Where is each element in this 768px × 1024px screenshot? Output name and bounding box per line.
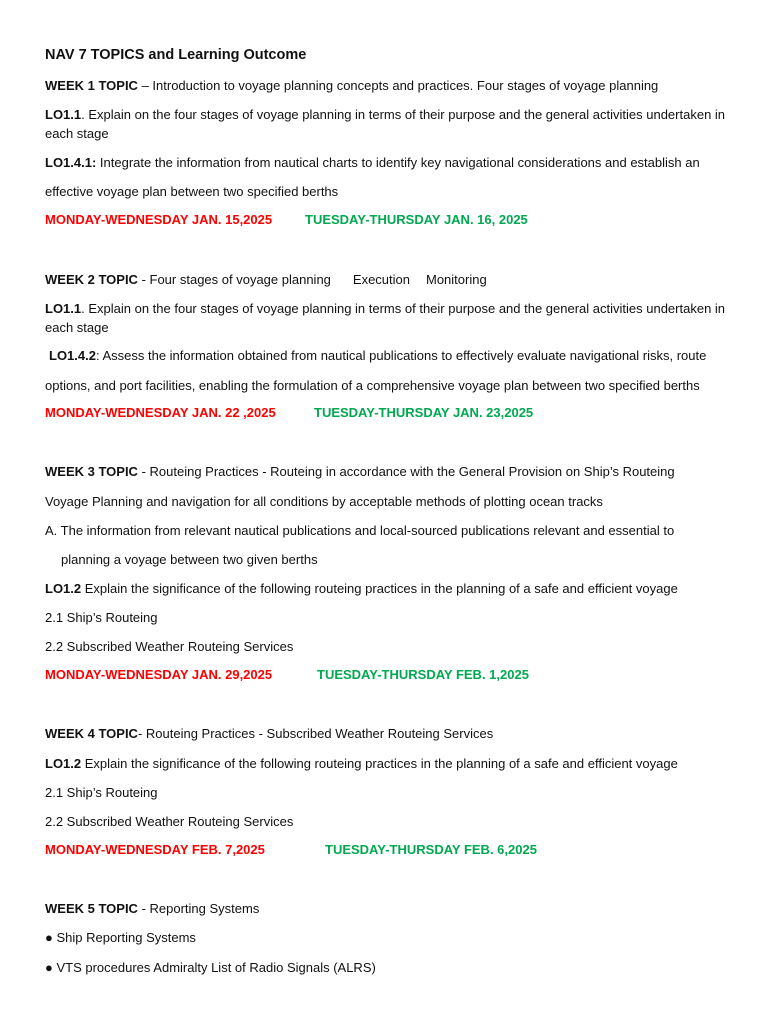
week3-item1: 2.1 Ship’s Routeing [45, 610, 158, 625]
week2-lo2-cont: options, and port facilities, enabling the formulation of a comprehensive voyage plan between two specified berths [45, 378, 700, 393]
week1-tuesday-schedule: TUESDAY-THURSDAY JAN. 16, 2025 [305, 212, 528, 227]
week4-item1: 2.1 Ship’s Routeing [45, 785, 158, 800]
week4-tuesday-schedule: TUESDAY-THURSDAY FEB. 6,2025 [325, 842, 537, 857]
week2-topic [45, 271, 487, 289]
week1-monday-schedule: MONDAY-WEDNESDAY JAN. 15,2025 [45, 212, 273, 227]
week2-monday-schedule: MONDAY-WEDNESDAY JAN. 22 ,2025 [45, 405, 276, 420]
week2-tuesday-schedule: TUESDAY-THURSDAY JAN. 23,2025 [314, 405, 534, 420]
week1-topic-text: – Introduction to voyage planning concepts and practices. Four stages of voyage planning [137, 78, 659, 93]
week1-lo2-text: Integrate the information from nautical charts to identify key navigational considerations and establish an [96, 155, 700, 170]
week3-lo-label: LO1.2 [45, 581, 82, 596]
week4-topic [45, 725, 493, 743]
week1-lo1-cont: each stage [45, 126, 109, 141]
week4-lo-text: Explain the significance of the following routeing practices in the planning of a safe and efficient voyage [81, 756, 678, 771]
week2-lo1 [45, 300, 725, 318]
week4-topic-text: - Routeing Practices - Subscribed Weather Routeing Services [137, 726, 494, 741]
week3-lo-text: Explain the significance of the following routeing practices in the planning of a safe and efficient voyage [81, 581, 678, 596]
week3-tuesday-schedule: TUESDAY-THURSDAY FEB. 1,2025 [317, 667, 529, 682]
week3-lo [45, 580, 678, 598]
week5-bullet-vts: ● VTS procedures Admiralty List of Radio Signals (ALRS) [45, 960, 376, 975]
week4-lo-label: LO1.2 [45, 756, 82, 771]
week5-topic [45, 900, 259, 918]
week5-topic-text: - Reporting Systems [137, 901, 260, 916]
week2-item-monitoring: Monitoring [426, 272, 487, 287]
week2-lo1-cont: each stage [45, 320, 109, 335]
week2-topic-label: WEEK 2 TOPIC [45, 272, 138, 287]
week3-item2: 2.2 Subscribed Weather Routeing Services [45, 639, 294, 654]
week4-monday-schedule: MONDAY-WEDNESDAY FEB. 7,2025 [45, 842, 265, 857]
week1-lo1-text: . Explain on the four stages of voyage planning in terms of their purpose and the general activities undertaken in [81, 107, 726, 122]
week3-topic-text: - Routeing Practices - Routeing in accordance with the General Provision on Ship’s Routeing [137, 464, 675, 479]
week1-lo2 [45, 154, 700, 172]
week3-monday-schedule: MONDAY-WEDNESDAY JAN. 29,2025 [45, 667, 273, 682]
document-title: NAV 7 TOPICS and Learning Outcome [45, 47, 307, 63]
week1-lo1-label: LO1.1 [45, 107, 82, 122]
week2-lo2-text: : Assess the information obtained from nautical publications to effectively evaluate navigational risks, route [95, 348, 707, 363]
week3-line3: A. The information from relevant nautical publications and local-sourced publications relevant and essential to [45, 523, 675, 538]
week3-line2: Voyage Planning and navigation for all conditions by acceptable methods of plotting ocean tracks [45, 494, 603, 509]
week3-topic-label: WEEK 3 TOPIC [45, 464, 138, 479]
week4-item2: 2.2 Subscribed Weather Routeing Services [45, 814, 294, 829]
week2-lo2 [49, 347, 706, 365]
week3-line4: planning a voyage between two given berths [61, 552, 318, 567]
week4-lo [45, 755, 678, 773]
week1-lo2-cont: effective voyage plan between two specified berths [45, 184, 339, 199]
week1-topic [45, 77, 658, 95]
week2-lo2-label: LO1.4.2 [49, 348, 96, 363]
week5-topic-label: WEEK 5 TOPIC [45, 901, 138, 916]
week2-topic-text: - Four stages of voyage planning [137, 272, 331, 287]
week2-lo1-text: . Explain on the four stages of voyage planning in terms of their purpose and the general activities undertaken in [81, 301, 726, 316]
week3-topic [45, 463, 675, 481]
week2-item-execution: Execution [352, 272, 410, 287]
week1-lo2-label: LO1.4.1: [45, 155, 97, 170]
week5-bullet-ship-reporting: ● Ship Reporting Systems [45, 930, 196, 945]
week4-topic-label: WEEK 4 TOPIC [45, 726, 138, 741]
week1-topic-label: WEEK 1 TOPIC [45, 78, 138, 93]
week2-lo1-label: LO1.1 [45, 301, 82, 316]
week1-lo1 [45, 106, 725, 124]
